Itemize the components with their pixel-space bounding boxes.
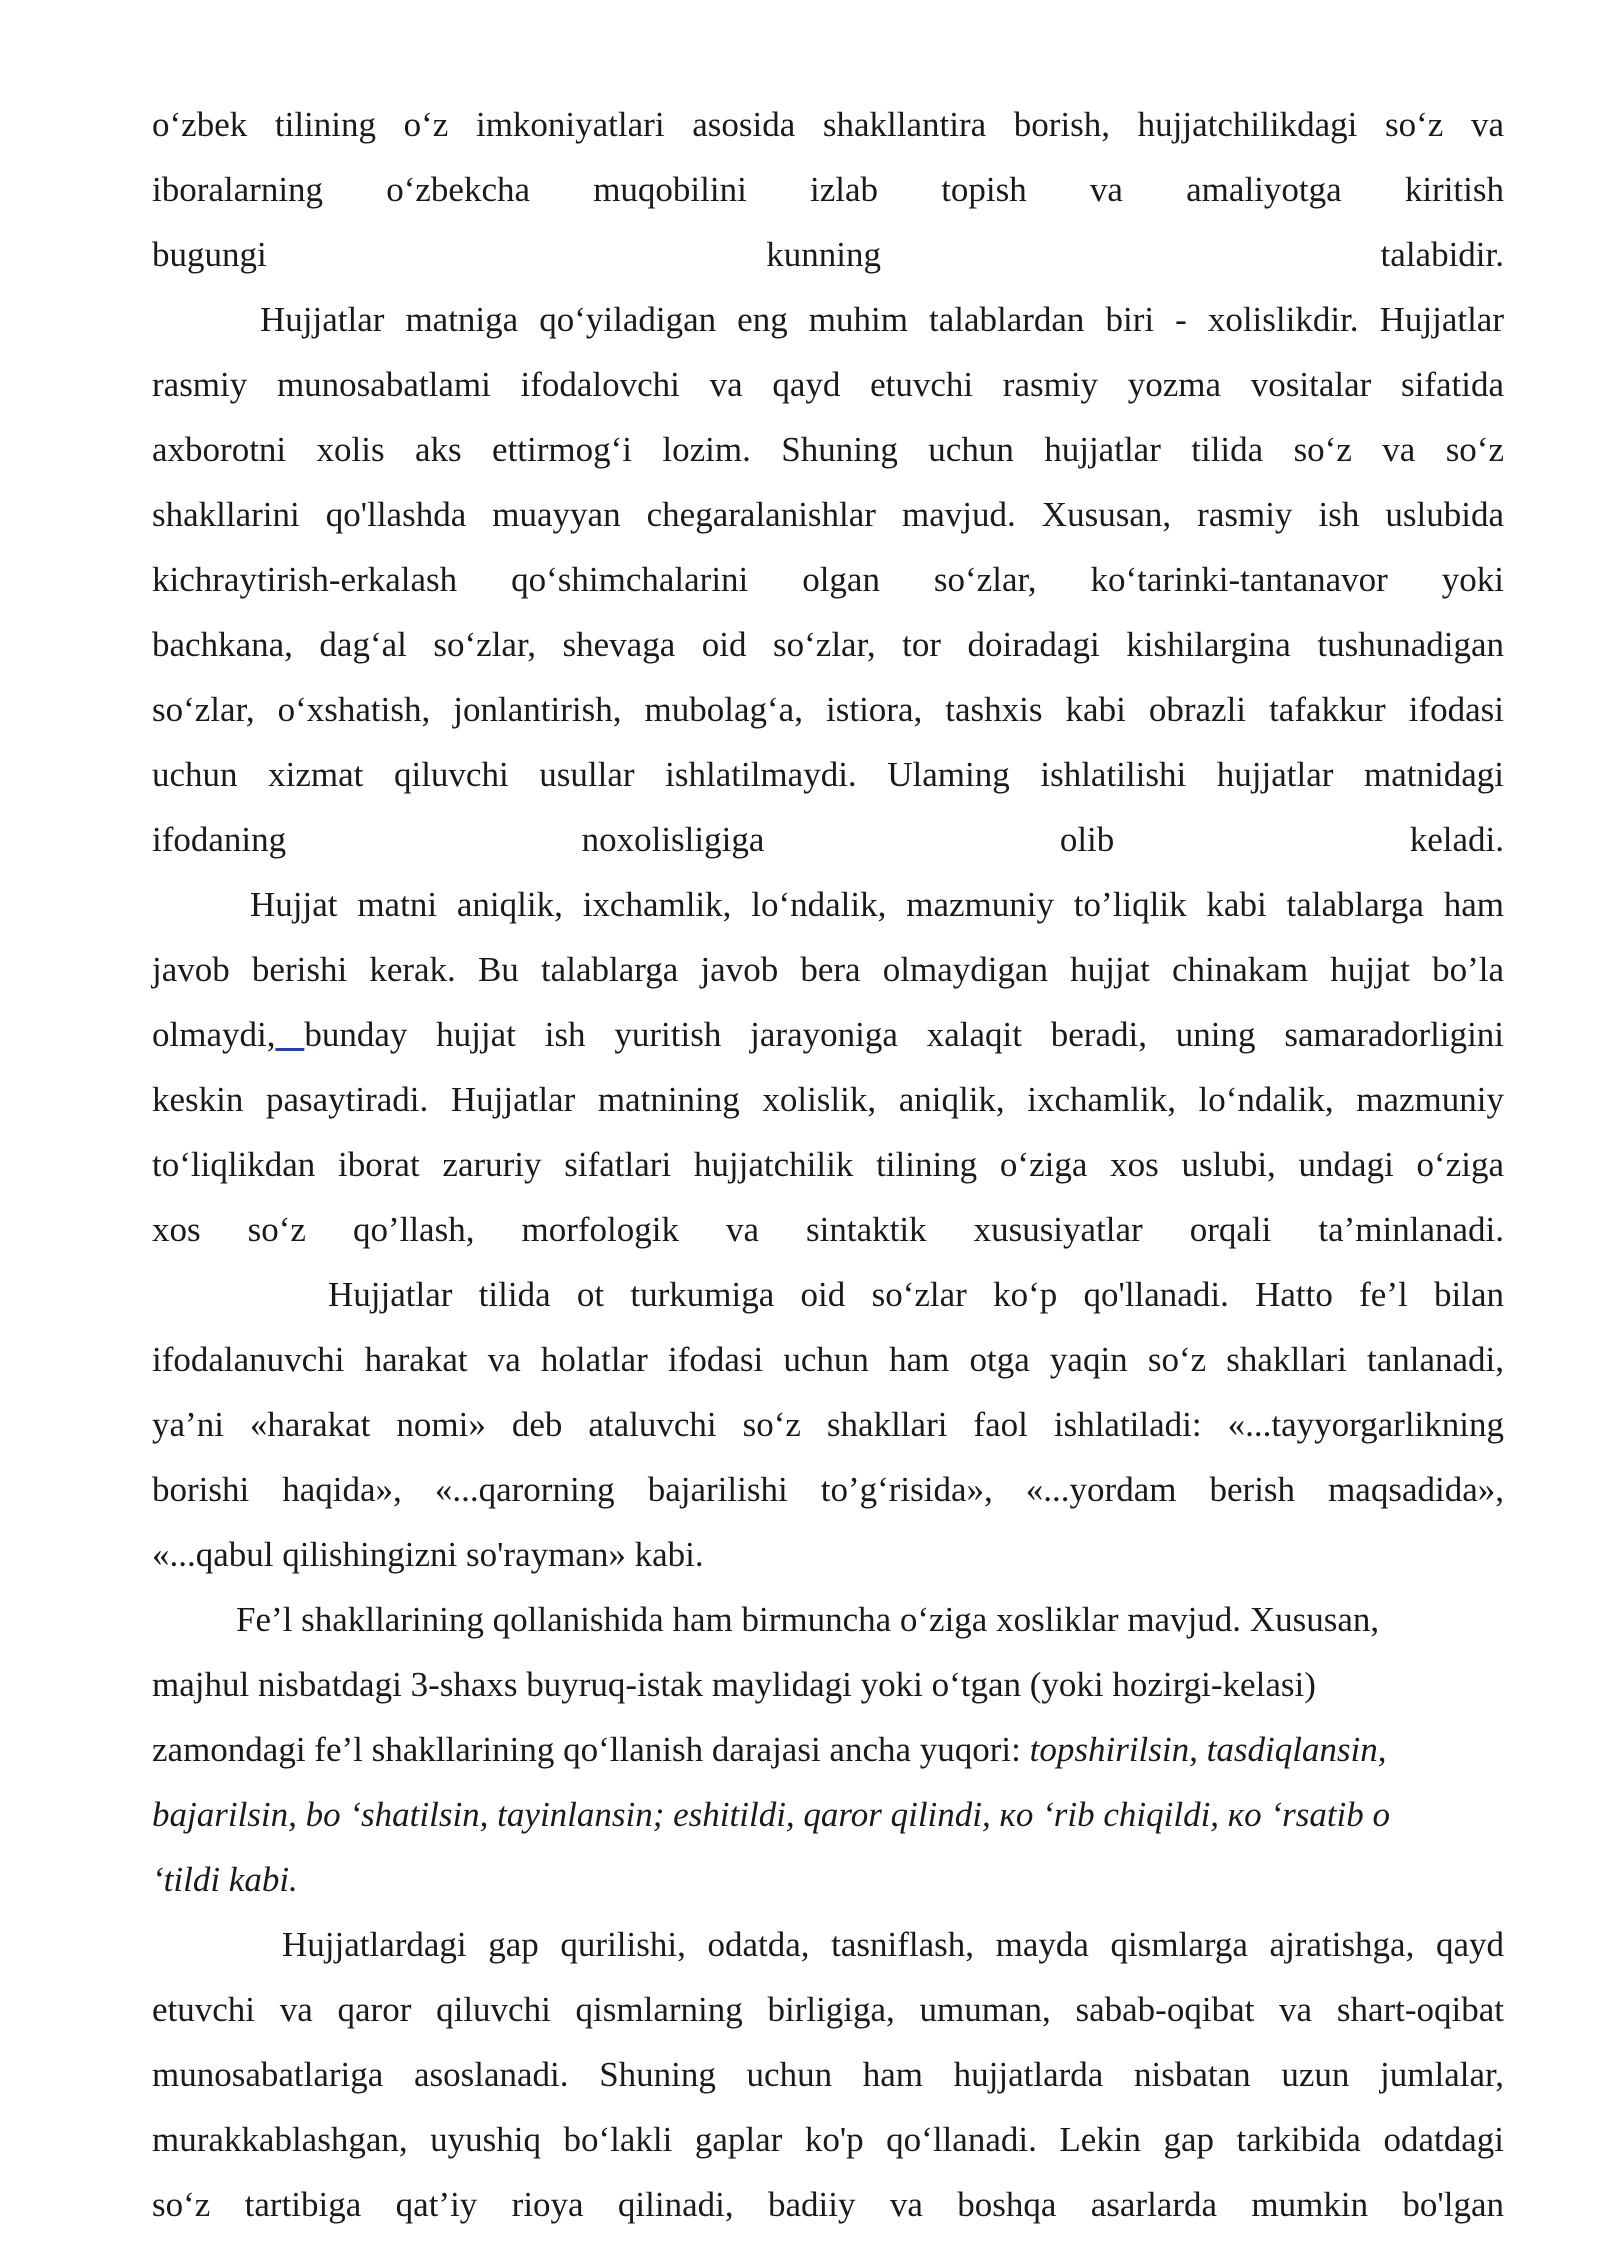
text-line	[152, 1197, 1504, 1262]
text-segment: javob berishi kerak. Bu talablarga javob bera olmaydigan hujjat chinakam hujjat bo’la	[152, 950, 1504, 989]
text-line	[152, 1587, 1504, 1652]
text-line	[152, 1782, 1504, 1847]
text-segment: to‘liqlikdan iborat zaruriy sifatlari hujjatchilik tilining o‘ziga xos uslubi, undagi o‘ziga	[152, 1145, 1504, 1184]
text-segment: rasmiy munosabatlami ifodalovchi va qayd etuvchi rasmiy yozma vositalar sifatida	[152, 365, 1504, 404]
document-page	[152, 92, 1504, 2237]
text-line	[152, 417, 1504, 482]
text-line	[152, 1457, 1504, 1522]
text-segment: uchun xizmat qiluvchi usullar ishlatilmaydi. Ulaming ishlatilishi hujjatlar matnidagi	[152, 755, 1504, 794]
text-line	[152, 1262, 1504, 1327]
text-segment: bunday hujjat ish yuritish jarayoniga xalaqit beradi, uning samaradorligini	[304, 1015, 1505, 1054]
text-line	[152, 742, 1504, 807]
text-line	[152, 1847, 1504, 1912]
text-line	[152, 872, 1504, 937]
text-segment: Hujjatlar matniga qo‘yiladigan eng muhim talablardan biri - xolislikdir. Hujjatlar	[260, 300, 1504, 339]
text-line	[152, 807, 1504, 872]
text-line	[152, 1522, 1504, 1587]
text-line	[152, 1912, 1504, 1977]
text-line	[152, 937, 1504, 1002]
text-segment: topshirilsin, tasdiqlansin,	[1029, 1730, 1387, 1769]
text-line	[152, 2172, 1504, 2237]
text-line	[152, 1002, 1504, 1067]
text-line	[152, 482, 1504, 547]
text-segment: keskin pasaytiradi. Hujjatlar matnining xolislik, aniqlik, ixchamlik, lo‘ndalik, mazmuniy	[152, 1080, 1504, 1119]
text-line	[152, 1327, 1504, 1392]
text-segment: o‘zbek tilining o‘z imkoniyatlari asosida shakllantira borish, hujjatchilikdagi so‘z va	[152, 105, 1504, 144]
text-segment: Hujjatlar tilida ot turkumiga oid so‘zlar ko‘p qo'llanadi. Hatto fe’l bilan	[328, 1275, 1504, 1314]
text-segment: majhul nisbatdagi 3-shaxs buyruq-istak maylidagi yoki o‘tgan (yoki hozirgi-kelasi)	[152, 1665, 1316, 1704]
link-underline[interactable]	[275, 1015, 304, 1054]
text-segment: Hujjat matni aniqlik, ixchamlik, lo‘ndalik, mazmuniy to’liqlik kabi talablarga ham	[250, 885, 1504, 924]
text-segment: zamondagi fe’l shakllarining qo‘llanish darajasi ancha yuqori:	[152, 1730, 1030, 1769]
text-line	[152, 352, 1504, 417]
text-segment: borishi haqida», «...qarorning bajarilishi to’g‘risida», «...yordam berish maqsadida»,	[152, 1470, 1504, 1509]
text-segment: kichraytirish-erkalash qo‘shimchalarini olgan so‘zlar, ko‘tarinki-tantanavor yoki	[152, 560, 1504, 599]
text-line	[152, 157, 1504, 222]
text-line	[152, 1652, 1504, 1717]
text-segment: munosabatlariga asoslanadi. Shuning uchun ham hujjatlarda nisbatan uzun jumlalar,	[152, 2055, 1504, 2094]
text-segment: «...qabul qilishingizni so'rayman» kabi.	[152, 1535, 704, 1574]
text-segment: iboralarning o‘zbekcha muqobilini izlab topish va amaliyotga kiritish	[152, 170, 1504, 209]
text-line	[152, 2042, 1504, 2107]
text-segment: Hujjatlardagi gap qurilishi, odatda, tasniflash, mayda qismlarga ajratishga, qayd	[282, 1925, 1504, 1964]
text-segment: so‘z tartibiga qat’iy rioya qilinadi, badiiy va boshqa asarlarda mumkin bo'lgan	[152, 2185, 1504, 2224]
text-segment: axborotni xolis aks ettirmog‘i lozim. Shuning uchun hujjatlar tilida so‘z va so‘z	[152, 430, 1504, 469]
text-segment: ifodalanuvchi harakat va holatlar ifodasi uchun ham otga yaqin so‘z shakllari tanlanadi,	[152, 1340, 1504, 1379]
text-segment: ya’ni «harakat nomi» deb ataluvchi so‘z shakllari faol ishlatiladi: «...tayyorgarlikning	[152, 1405, 1504, 1444]
text-segment: bachkana, dag‘al so‘zlar, shevaga oid so‘zlar, tor doiradagi kishilargina tushunadigan	[152, 625, 1504, 664]
text-line	[152, 1392, 1504, 1457]
text-segment: so‘zlar, o‘xshatish, jonlantirish, mubolag‘a, istiora, tashxis kabi obrazli tafakkur ifodasi	[152, 690, 1504, 729]
text-line	[152, 1977, 1504, 2042]
text-segment: murakkablashgan, uyushiq bo‘lakli gaplar ko'p qo‘llanadi. Lekin gap tarkibida odatdagi	[152, 2120, 1504, 2159]
text-segment: bugungi kunning talabidir.	[152, 235, 1504, 274]
text-line	[152, 1717, 1504, 1782]
text-segment: etuvchi va qaror qiluvchi qismlarning birligiga, umuman, sabab-oqibat va shart-oqibat	[152, 1990, 1504, 2029]
text-segment: bajarilsin, bo ‘shatilsin, tayinlansin; eshitildi, qaror qilindi, кo ‘rib chiqildi, кo ‘rsatib o	[152, 1795, 1391, 1834]
text-segment: shakllarini qo'llashda muayyan chegaralanishlar mavjud. Xususan, rasmiy ish uslubida	[152, 495, 1504, 534]
text-line	[152, 1132, 1504, 1197]
text-line	[152, 92, 1504, 157]
text-segment: olmaydi,	[152, 1015, 276, 1054]
text-line	[152, 222, 1504, 287]
text-segment: Fe’l shakllarining qollanishida ham birmuncha o‘ziga xosliklar mavjud. Xususan,	[236, 1600, 1380, 1639]
text-segment: ‘tildi kabi.	[152, 1860, 298, 1899]
text-line	[152, 677, 1504, 742]
text-line	[152, 2107, 1504, 2172]
text-segment: ifodaning noxolisligiga olib keladi.	[152, 820, 1504, 859]
text-line	[152, 1067, 1504, 1132]
text-line	[152, 612, 1504, 677]
text-line	[152, 547, 1504, 612]
text-line	[152, 287, 1504, 352]
text-segment: xos so‘z qo’llash, morfologik va sintaktik xususiyatlar orqali ta’minlanadi.	[152, 1210, 1504, 1249]
